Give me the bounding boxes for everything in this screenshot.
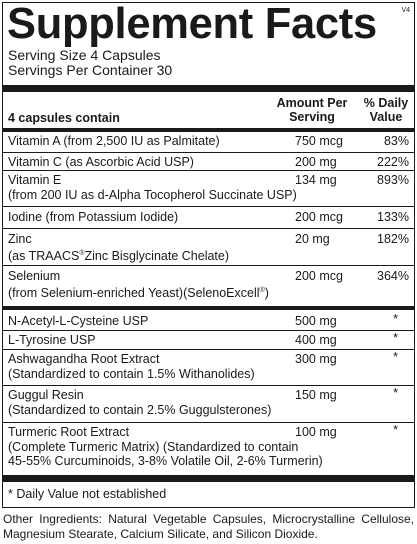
ingredient-dv: * — [393, 312, 398, 326]
nutrient-name: Iodine (from Potassium Iodide) — [8, 210, 179, 224]
panel-title: Supplement Facts — [7, 0, 377, 48]
nutrient-amount: 20 mg — [295, 232, 330, 246]
header-dv-line1: % Daily — [363, 96, 409, 110]
ingredient-amount: 300 mg — [295, 352, 337, 366]
header-amount — [269, 96, 355, 124]
header-dv-line2: Value — [369, 110, 403, 124]
header-amount-line2: Serving — [289, 110, 335, 124]
ingredient-row — [3, 423, 414, 473]
ingredient-amount: 400 mg — [295, 333, 337, 347]
nutrient-row — [3, 132, 414, 152]
ingredient-detail: (Complete Turmeric Matrix) (Standardized to contain — [8, 439, 299, 454]
nutrient-row — [3, 171, 414, 206]
row-divider — [3, 206, 414, 207]
nutrient-detail: (from 200 IU as d-Alpha Tocopherol Succinate USP) — [8, 187, 297, 202]
nutrient-row — [3, 153, 414, 171]
nutrient-dv: 893% — [377, 173, 409, 187]
nutrient-name: Vitamin E — [8, 173, 62, 187]
ingredient-name: Guggul Resin — [8, 388, 84, 402]
header-daily-value — [358, 96, 414, 124]
header-contain: 4 capsules contain — [8, 111, 120, 125]
nutrient-dv: 222% — [377, 155, 409, 169]
ingredient-row — [3, 312, 414, 331]
other-ingredients: Other Ingredients: Natural Vegetable Capsules, Microcrystalline Cellulose, Magnesium Stearate, Calcium Silicate, and Silicon Dioxide. — [3, 512, 414, 541]
nutrient-amount: 200 mcg — [295, 210, 343, 224]
ingredient-name: Turmeric Root Extract — [8, 425, 130, 439]
ingredient-dv: * — [393, 350, 398, 364]
divider-bottom — [3, 475, 414, 482]
nutrient-detail: (as TRAACS®Zinc Bisglycinate Chelate) — [8, 248, 230, 263]
nutrient-dv: 182% — [377, 232, 409, 246]
nutrient-dv: 133% — [377, 210, 409, 224]
supplement-facts-panel — [2, 2, 415, 508]
ingredient-name: N-Acetyl-L-Cysteine USP — [8, 314, 149, 328]
serving-size: Serving Size 4 Capsules — [8, 47, 161, 63]
daily-value-footnote: * Daily Value not established — [8, 487, 167, 501]
version-label: V4 — [401, 7, 410, 14]
ingredient-row — [3, 386, 414, 422]
header-amount-line1: Amount Per — [276, 96, 348, 110]
ingredient-amount: 100 mg — [295, 425, 337, 439]
ingredient-row — [3, 331, 414, 349]
ingredient-detail-2: 45-55% Curcuminoids, 3-8% Volatile Oil, 2-6% Turmerin) — [8, 454, 323, 468]
row-divider — [3, 265, 414, 266]
nutrient-name: Vitamin C (as Ascorbic Acid USP) — [8, 155, 194, 169]
serving-info — [8, 48, 172, 77]
ingredient-dv: * — [393, 386, 398, 400]
nutrient-dv: 364% — [377, 269, 409, 283]
ingredient-dv: * — [393, 423, 398, 437]
nutrient-name: Selenium — [8, 269, 61, 283]
ingredient-detail: (Standardized to contain 1.5% Withanolides) — [8, 366, 255, 381]
nutrient-amount: 134 mg — [295, 173, 337, 187]
ingredient-name: L-Tyrosine USP — [8, 333, 96, 347]
nutrient-amount: 750 mcg — [295, 134, 343, 148]
ingredient-row — [3, 350, 414, 386]
divider-section — [3, 306, 414, 310]
ingredient-amount: 500 mg — [295, 314, 337, 328]
ingredient-detail: (Standardized to contain 2.5% Guggulsterones) — [8, 402, 272, 417]
ingredient-name: Ashwagandha Root Extract — [8, 352, 160, 366]
ingredient-dv: * — [393, 331, 398, 345]
nutrient-amount: 200 mg — [295, 155, 337, 169]
nutrient-row — [3, 208, 414, 228]
ingredient-amount: 150 mg — [295, 388, 337, 402]
nutrient-name: Zinc — [8, 232, 32, 246]
servings-per-container: Servings Per Container 30 — [8, 61, 173, 78]
nutrient-row — [3, 230, 414, 266]
divider-thick — [3, 85, 414, 92]
nutrient-name: Vitamin A (from 2,500 IU as Palmitate) — [8, 134, 220, 148]
nutrient-dv: 83% — [383, 134, 409, 148]
row-divider — [3, 228, 414, 229]
nutrient-amount: 200 mcg — [295, 269, 343, 283]
nutrient-detail: (from Selenium-enriched Yeast)(SelenoExcell®) — [8, 285, 269, 300]
nutrient-row — [3, 267, 414, 303]
